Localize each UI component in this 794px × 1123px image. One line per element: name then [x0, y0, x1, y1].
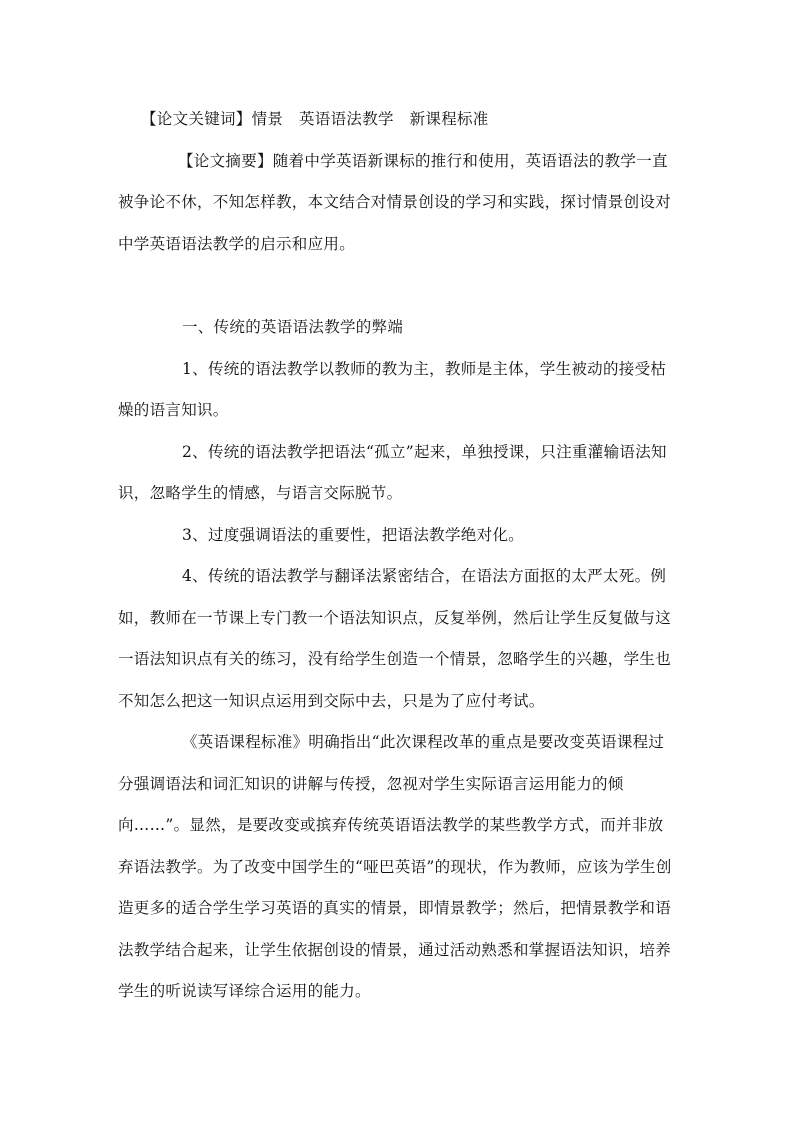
point-4-line: 一语法知识点有关的练习，没有给学生创造一个情景，忽略学生的兴趣，学生也 — [118, 650, 672, 668]
point-3-line: 3、过度强调语法的重要性，把语法教学绝对化。 — [182, 525, 524, 544]
document-body — [118, 99, 682, 1013]
standard-paragraph-line: 法教学结合起来，让学生依据创设的情景，通过活动熟悉和掌握语法知识，培养 — [118, 940, 672, 959]
standard-paragraph-line: 《英语课程标准》明确指出“此次课程改革的重点是要改变英语课程过 — [182, 733, 665, 751]
point-2-line: 2、传统的语法教学把语法“孤立”起来，单独授课，只注重灌输语法知 — [182, 442, 667, 461]
point-4-line: 不知怎么把这一知识点运用到交际中去，只是为了应付考试。 — [118, 691, 545, 710]
section-gap — [118, 265, 682, 307]
standard-paragraph-line: 分强调语法和词汇知识的讲解与传授，忽视对学生实际语言运用能力的倾 — [118, 774, 624, 793]
abstract-line: 【论文摘要】随着中学英语新课标的推行和使用，英语语法的教学一直 — [178, 151, 668, 170]
standard-paragraph-line: 弃语法教学。为了改变中国学生的“哑巴英语”的现状，作为教师，应该为学生创 — [118, 857, 672, 876]
standard-paragraph-line: 造更多的适合学生学习英语的真实的情景，即情景教学；然后，把情景教学和语 — [118, 899, 672, 917]
standard-paragraph-line: 学生的听说读写译综合运用的能力。 — [118, 982, 371, 1000]
point-2-line: 识，忽略学生的情感，与语言交际脱节。 — [118, 484, 403, 502]
point-1-line: 燥的语言知识。 — [118, 401, 229, 419]
abstract-line: 被争论不休，不知怎样教，本文结合对情景创设的学习和实践，探讨情景创设对 — [118, 193, 672, 211]
keywords-line: 【论文关键词】情景 英语语法教学 新课程标准 — [141, 110, 489, 128]
point-4-line: 如，教师在一节课上专门教一个语法知识点，反复举例，然后让学生反复做与这 — [118, 608, 672, 627]
section-heading: 一、传统的英语语法教学的弊端 — [182, 318, 404, 336]
abstract-line: 中学英语语法教学的启示和应用。 — [118, 234, 356, 253]
point-1-line: 1、传统的语法教学以教师的教为主，教师是主体，学生被动的接受枯 — [182, 359, 667, 378]
point-4-line: 4、传统的语法教学与翻译法紧密结合，在语法方面抠的太严太死。例 — [182, 567, 667, 585]
standard-paragraph-line: 向……”。显然，是要改变或摈弃传统英语语法教学的某些教学方式，而并非放 — [118, 816, 664, 834]
